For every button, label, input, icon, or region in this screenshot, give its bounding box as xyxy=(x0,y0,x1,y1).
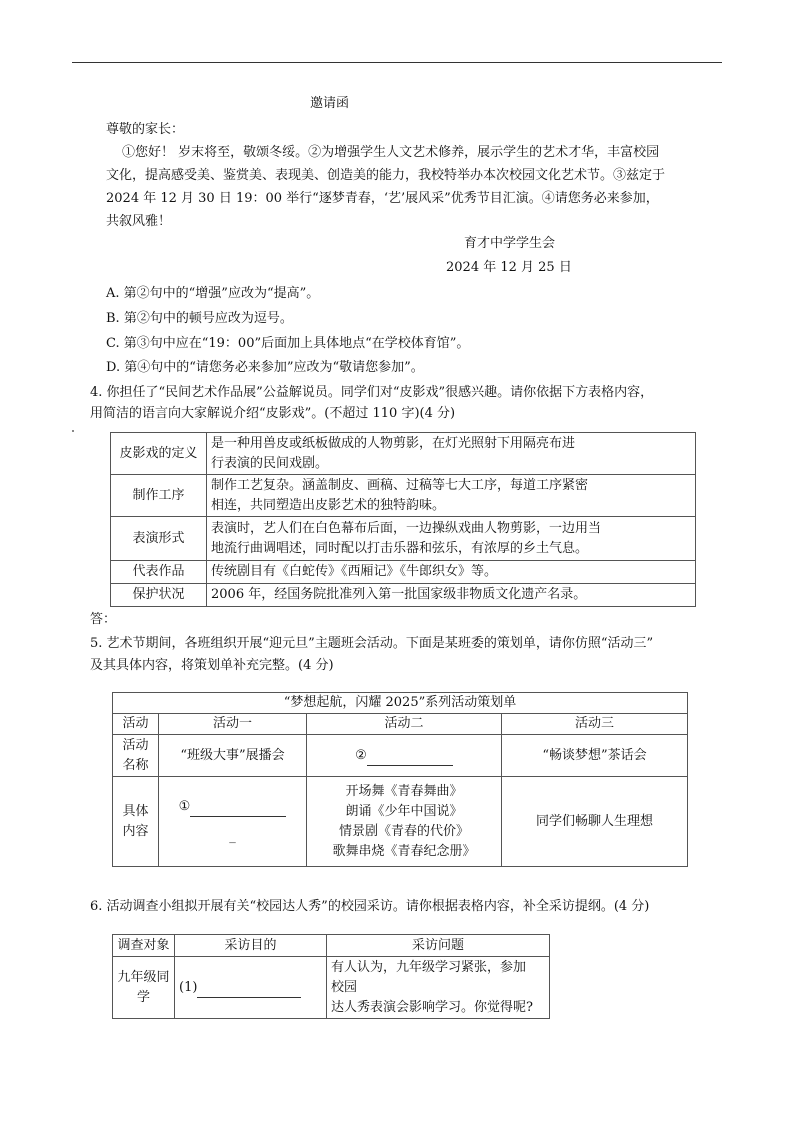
activity2-content: 开场舞《青春舞曲》 朗诵《少年中国说》 情景剧《青春的代价》 歌舞串烧《青春纪念册》 xyxy=(307,777,502,867)
row-content: 制作工艺复杂。涵盖制皮、画稿、过稿等七大工序，每道工序紧密 相连，共同塑造出皮影艺术的独特韵味。 xyxy=(207,475,696,517)
table-row xyxy=(111,475,696,517)
activity2-blank[interactable] xyxy=(367,745,453,766)
q4-line: 用简洁的语言向大家解说介绍“皮影戏”。(不超过 110 字)(4 分) xyxy=(90,406,456,421)
activity-plan-table xyxy=(112,692,688,867)
option-a: A. 第②句中的“增强”应改为“提高”。 xyxy=(106,286,320,301)
option-d: D. 第④句中的“请您务必来参加”应改为“敬请您参加”。 xyxy=(106,360,424,375)
purpose-blank[interactable] xyxy=(197,977,301,998)
stray-dot xyxy=(72,430,74,432)
col-head: 活动二 xyxy=(307,714,502,735)
row-content: 2006 年，经国务院批准列入第一批国家级非物质文化遗产名录。 xyxy=(207,584,696,607)
table-row xyxy=(113,777,688,867)
table-row xyxy=(111,433,696,475)
activity1-name: “班级大事”展播会 xyxy=(159,735,307,777)
q4-line: 4. 你担任了“民间艺术作品展”公益解说员。同学们对“皮影戏”很感兴趣。请你依据下方表格内容， xyxy=(90,385,654,400)
q4-answer-label: 答： xyxy=(90,612,117,627)
row-content: 是一种用兽皮或纸板做成的人物剪影，在灯光照射下用隔亮布进 行表演的民间戏剧。 xyxy=(207,433,696,475)
interview-question: 有人认为，九年级学习紧张，参加 校园 达人秀表演会影响学习。你觉得呢? xyxy=(327,957,550,1019)
letter-salutation: 尊敬的家长： xyxy=(106,122,185,137)
table-row xyxy=(113,957,550,1019)
row-content: 传统剧目有《白蛇传》《西厢记》《牛郎织女》等。 xyxy=(207,561,696,584)
table-head-row xyxy=(113,714,688,735)
table-title-row xyxy=(113,693,688,714)
letter-line: 文化，提高感受美、鉴赏美、表现美、创造美的能力，我校特举办本次校园文化艺术节。③兹定于 xyxy=(106,168,666,183)
table-row xyxy=(111,517,696,561)
shadow-play-table xyxy=(110,432,696,607)
activity2-name-cell xyxy=(307,735,502,777)
table-row xyxy=(113,735,688,777)
col-head: 活动 xyxy=(113,714,159,735)
purpose-blank-marker: (1) xyxy=(179,980,198,995)
letter-line: 2024 年 12 月 30 日 19：00 举行“逐梦青春，‘艺’展风采”优秀节目汇演。④请您务必来参加， xyxy=(106,191,659,206)
letter-line: 共叙风雅！ xyxy=(106,214,172,229)
activity2-blank-marker: ② xyxy=(355,748,367,763)
letter-title: 邀请函 xyxy=(310,96,350,111)
option-b: B. 第②句中的顿号应改为逗号。 xyxy=(106,311,293,326)
activity1-blank-tail: _ xyxy=(229,829,236,844)
col-head: 采访目的 xyxy=(175,935,327,957)
row-label: 皮影戏的定义 xyxy=(111,433,207,475)
col-head: 采访问题 xyxy=(327,935,550,957)
activity3-content: 同学们畅聊人生理想 xyxy=(502,777,688,867)
row-label: 代表作品 xyxy=(111,561,207,584)
option-c: C. 第③句中应在“19：00”后面加上具体地点“在学校体育馆”。 xyxy=(106,336,470,351)
activity1-blank[interactable] xyxy=(190,796,286,817)
row-label: 具体 内容 xyxy=(113,777,159,867)
activity3-name: “畅谈梦想”茶话会 xyxy=(502,735,688,777)
interview-subject: 九年级同 学 xyxy=(113,957,175,1019)
plan-table-title: “梦想起航，闪耀 2025”系列活动策划单 xyxy=(113,693,688,714)
q5-line: 5. 艺术节期间，各班组织开展“迎元旦”主题班会活动。下面是某班委的策划单，请你仿照“活动三” xyxy=(90,636,654,651)
activity1-blank-marker: ① xyxy=(178,799,191,814)
table-row xyxy=(111,561,696,584)
row-label: 保护状况 xyxy=(111,584,207,607)
activity1-content-cell xyxy=(159,777,307,867)
row-label: 活动 名称 xyxy=(113,735,159,777)
col-head: 活动三 xyxy=(502,714,688,735)
row-content: 表演时，艺人们在白色幕布后面，一边操纵戏曲人物剪影，一边用当 地流行曲调唱述，同时配以打击乐器和弦乐，有浓厚的乡土气息。 xyxy=(207,517,696,561)
table-row xyxy=(111,584,696,607)
col-head: 调查对象 xyxy=(113,935,175,957)
q5-line: 及其具体内容，将策划单补充完整。(4 分) xyxy=(90,658,334,673)
row-label: 表演形式 xyxy=(111,517,207,561)
letter-date: 2024 年 12 月 25 日 xyxy=(446,260,572,275)
interview-purpose-cell xyxy=(175,957,327,1019)
q6-line: 6. 活动调查小组拟开展有关“校园达人秀”的校园采访。请你根据表格内容，补全采访提纲。(4 分) xyxy=(90,899,650,914)
row-label: 制作工序 xyxy=(111,475,207,517)
letter-line: ①您好！ 岁末将至，敬颂冬绥。②为增强学生人文艺术修养，展示学生的艺术才华，丰富校园 xyxy=(122,145,660,160)
header-rule xyxy=(72,62,722,63)
interview-table xyxy=(112,934,550,1019)
col-head: 活动一 xyxy=(159,714,307,735)
letter-signature: 育才中学学生会 xyxy=(464,236,556,251)
table-head-row xyxy=(113,935,550,957)
